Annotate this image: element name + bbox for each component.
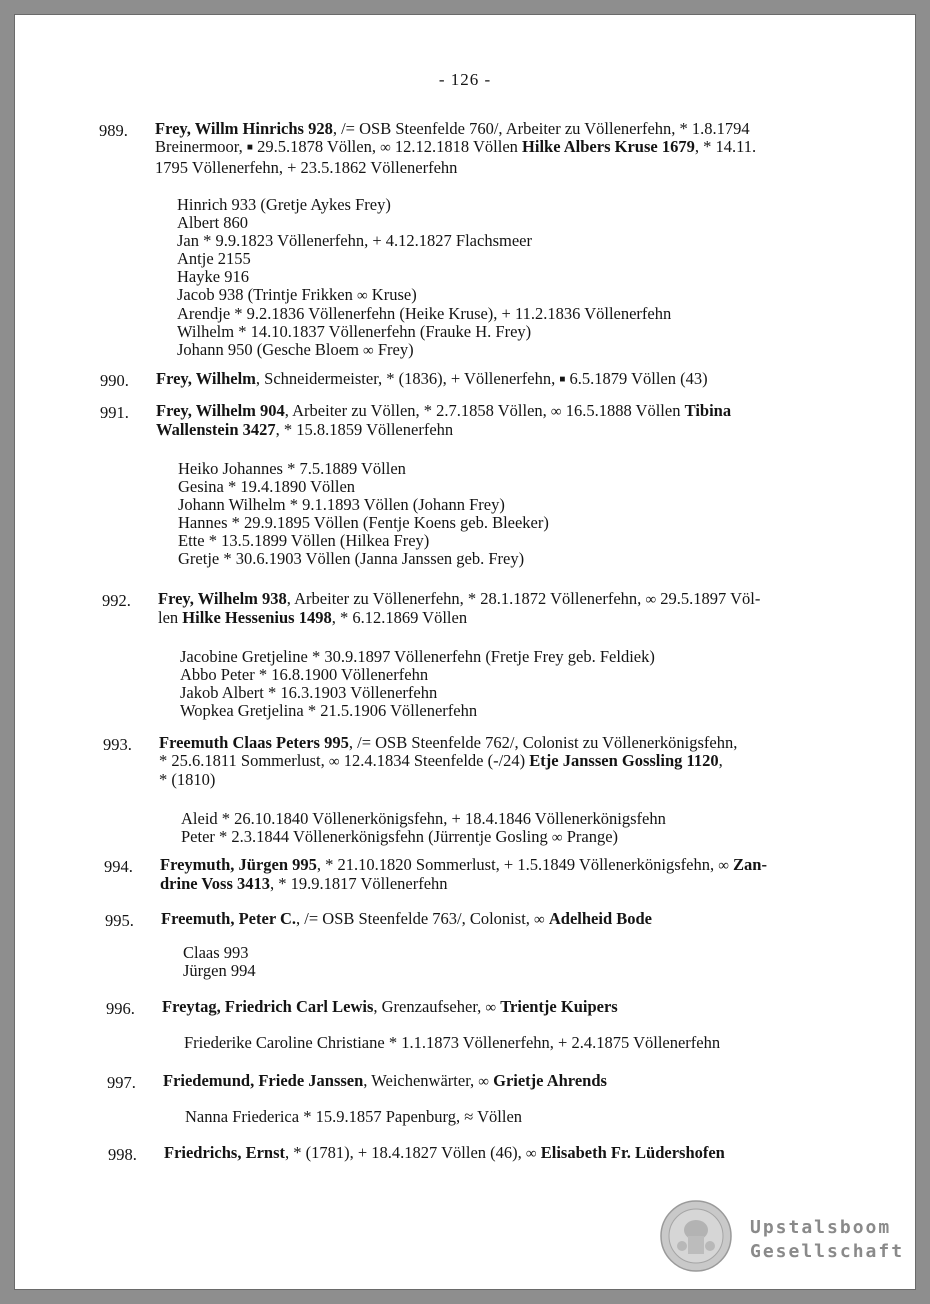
child-item: Johann 950 (Gesche Bloem ∞ Frey) bbox=[177, 340, 414, 359]
child-item: Albert 860 bbox=[177, 213, 249, 232]
entry-heading: Freemuth Claas Peters 995, /= OSB Steenfelde 762/, Colonist zu Völlenerkönigsfehn, * 25.6.1811 Sommerlust, ∞ 12.4.1834 Steenfelde (-/24) Etje Janssen Gossling 1120, * (1810) bbox=[159, 733, 738, 789]
entry-number: 990. bbox=[100, 371, 129, 390]
children-list bbox=[181, 810, 666, 847]
marriage-icon: ∞ bbox=[485, 1000, 497, 1016]
entry-heading: Freemuth, Peter C., /= OSB Steenfelde 763/, Colonist, ∞ Adelheid Bode bbox=[161, 909, 653, 928]
approx-icon: ≈ bbox=[464, 1107, 474, 1126]
child-item: Antje 2155 bbox=[177, 249, 251, 268]
marriage-icon: ∞ bbox=[550, 404, 562, 420]
child-item: Jürgen 994 bbox=[183, 961, 256, 980]
entry-993 bbox=[103, 733, 863, 854]
entry-989 bbox=[99, 119, 859, 362]
entry-994 bbox=[104, 855, 864, 898]
child-item: Jan * 9.9.1823 Völlenerfehn, + 4.12.1827 Flachsmeer bbox=[177, 231, 532, 250]
children-list bbox=[180, 648, 655, 720]
entry-991 bbox=[100, 401, 860, 570]
marriage-icon: ∞ bbox=[356, 288, 368, 304]
page-number: - 126 - bbox=[438, 70, 492, 89]
entry-number: 996. bbox=[106, 999, 135, 1018]
child-item: Gesina * 19.4.1890 Völlen bbox=[178, 477, 356, 496]
marriage-icon: ∞ bbox=[718, 858, 729, 874]
marriage-icon: ∞ bbox=[645, 592, 657, 608]
entry-heading: Frey, Wilhelm, Schneidermeister, * (1836), + Völlenerfehn, ■ 6.5.1879 Völlen (43) bbox=[156, 369, 708, 388]
child-item: Johann Wilhelm * 9.1.1893 Völlen (Johann Frey) bbox=[178, 495, 505, 514]
entry-heading: Frey, Wilhelm 904, Arbeiter zu Völlen, * 2.7.1858 Völlen, ∞ 16.5.1888 Völlen Tibina Wallenstein 3427, * 15.8.1859 Völlenerfehn bbox=[156, 401, 732, 439]
entry-heading: Friedrichs, Ernst, * (1781), + 18.4.1827 Völlen (46), ∞ Elisabeth Fr. Lüdershofen bbox=[164, 1143, 725, 1162]
seal-icon bbox=[660, 1200, 732, 1272]
entry-990 bbox=[100, 369, 860, 392]
entry-number: 997. bbox=[107, 1073, 136, 1092]
children-list bbox=[185, 1108, 522, 1126]
child-item: Jakob Albert * 16.3.1903 Völlenerfehn bbox=[180, 683, 438, 702]
child-item: Heiko Johannes * 7.5.1889 Völlen bbox=[178, 459, 406, 478]
marriage-icon: ∞ bbox=[380, 140, 391, 156]
marriage-icon: ∞ bbox=[363, 343, 374, 359]
child-item: Peter * 2.3.1844 Völlenerkönigsfehn (Jürrentje Gosling ∞ Prange) bbox=[181, 827, 619, 846]
marriage-icon: ∞ bbox=[478, 1074, 489, 1090]
child-item: Jacobine Gretjeline * 30.9.1897 Völlenerfehn (Fretje Frey geb. Feldiek) bbox=[180, 647, 655, 666]
entry-number: 993. bbox=[103, 735, 132, 754]
entry-number: 998. bbox=[108, 1145, 137, 1164]
entry-heading: Frey, Willm Hinrichs 928, /= OSB Steenfelde 760/, Arbeiter zu Völlenerfehn, * 1.8.1794 Breinermoor, ■ 29.5.1878 Völlen, ∞ 12.12.1818 Völlen Hilke Albers Kruse 1679, * 14.11. 1795 Völlenerfehn, + 23.5.1862 Völlenerfehn bbox=[155, 119, 757, 177]
child-item: Abbo Peter * 16.8.1900 Völlenerfehn bbox=[180, 665, 429, 684]
entry-heading: Friedemund, Friede Janssen, Weichenwärter, ∞ Grietje Ahrends bbox=[163, 1071, 607, 1090]
entry-number: 995. bbox=[105, 911, 134, 930]
entry-992 bbox=[102, 589, 862, 724]
child-item: Hayke 916 bbox=[177, 267, 249, 286]
marriage-icon: ∞ bbox=[534, 912, 545, 928]
children-list bbox=[178, 460, 549, 568]
entry-heading: Freymuth, Jürgen 995, * 21.10.1820 Sommerlust, + 1.5.1849 Völlenerkönigsfehn, ∞ Zan- drine Voss 3413, * 19.9.1817 Völlenerfehn bbox=[160, 855, 767, 893]
children-list bbox=[183, 944, 256, 980]
marriage-icon: ∞ bbox=[551, 830, 563, 846]
child-item: Aleid * 26.10.1840 Völlenerkönigsfehn, + 18.4.1846 Völlenerkönigsfehn bbox=[181, 809, 666, 828]
child-item: Nanna Friederica * 15.9.1857 Papenburg, ≈ Völlen bbox=[185, 1107, 523, 1126]
entry-997 bbox=[107, 1071, 867, 1126]
entry-heading: Frey, Wilhelm 938, Arbeiter zu Völlenerfehn, * 28.1.1872 Völlenerfehn, ∞ 29.5.1897 Völ- len Hilke Hessenius 1498, * 6.12.1869 Völlen bbox=[158, 589, 761, 627]
burial-mark-icon: ■ bbox=[246, 142, 253, 153]
child-item: Gretje * 30.6.1903 Völlen (Janna Janssen geb. Frey) bbox=[178, 549, 525, 568]
child-item: Claas 993 bbox=[183, 943, 249, 962]
entry-number: 991. bbox=[100, 403, 129, 422]
child-item: Hinrich 933 (Gretje Aykes Frey) bbox=[177, 195, 391, 214]
entry-number: 992. bbox=[102, 591, 131, 610]
children-list bbox=[184, 1034, 720, 1052]
entry-heading: Freytag, Friedrich Carl Lewis, Grenzaufseher, ∞ Trientje Kuipers bbox=[162, 997, 618, 1016]
marriage-icon: ∞ bbox=[525, 1146, 537, 1162]
child-item: Wilhelm * 14.10.1837 Völlenerfehn (Frauke H. Frey) bbox=[177, 322, 532, 341]
entry-996 bbox=[106, 997, 866, 1052]
child-item: Hannes * 29.9.1895 Völlen (Fentje Koens geb. Bleeker) bbox=[178, 513, 549, 532]
child-item: Jacob 938 (Trintje Frikken ∞ Kruse) bbox=[177, 285, 417, 304]
society-logo: Upstalsboom Gesellschaft bbox=[750, 1217, 905, 1262]
marriage-icon: ∞ bbox=[328, 754, 340, 770]
children-list bbox=[177, 196, 671, 360]
burial-mark-icon: ■ bbox=[559, 374, 566, 385]
child-item: Arendje * 9.2.1836 Völlenerfehn (Heike Kruse), + 11.2.1836 Völlenerfehn bbox=[177, 304, 672, 323]
entry-number: 989. bbox=[99, 121, 128, 140]
entry-995 bbox=[105, 909, 865, 982]
entry-number: 994. bbox=[104, 857, 133, 876]
entry-998 bbox=[108, 1143, 868, 1166]
document-page bbox=[14, 14, 916, 1290]
child-item: Wopkea Gretjelina * 21.5.1906 Völlenerfehn bbox=[180, 701, 478, 720]
child-item: Ette * 13.5.1899 Völlen (Hilkea Frey) bbox=[178, 531, 430, 550]
child-item: Friederike Caroline Christiane * 1.1.1873 Völlenerfehn, + 2.4.1875 Völlenerfehn bbox=[184, 1033, 721, 1052]
